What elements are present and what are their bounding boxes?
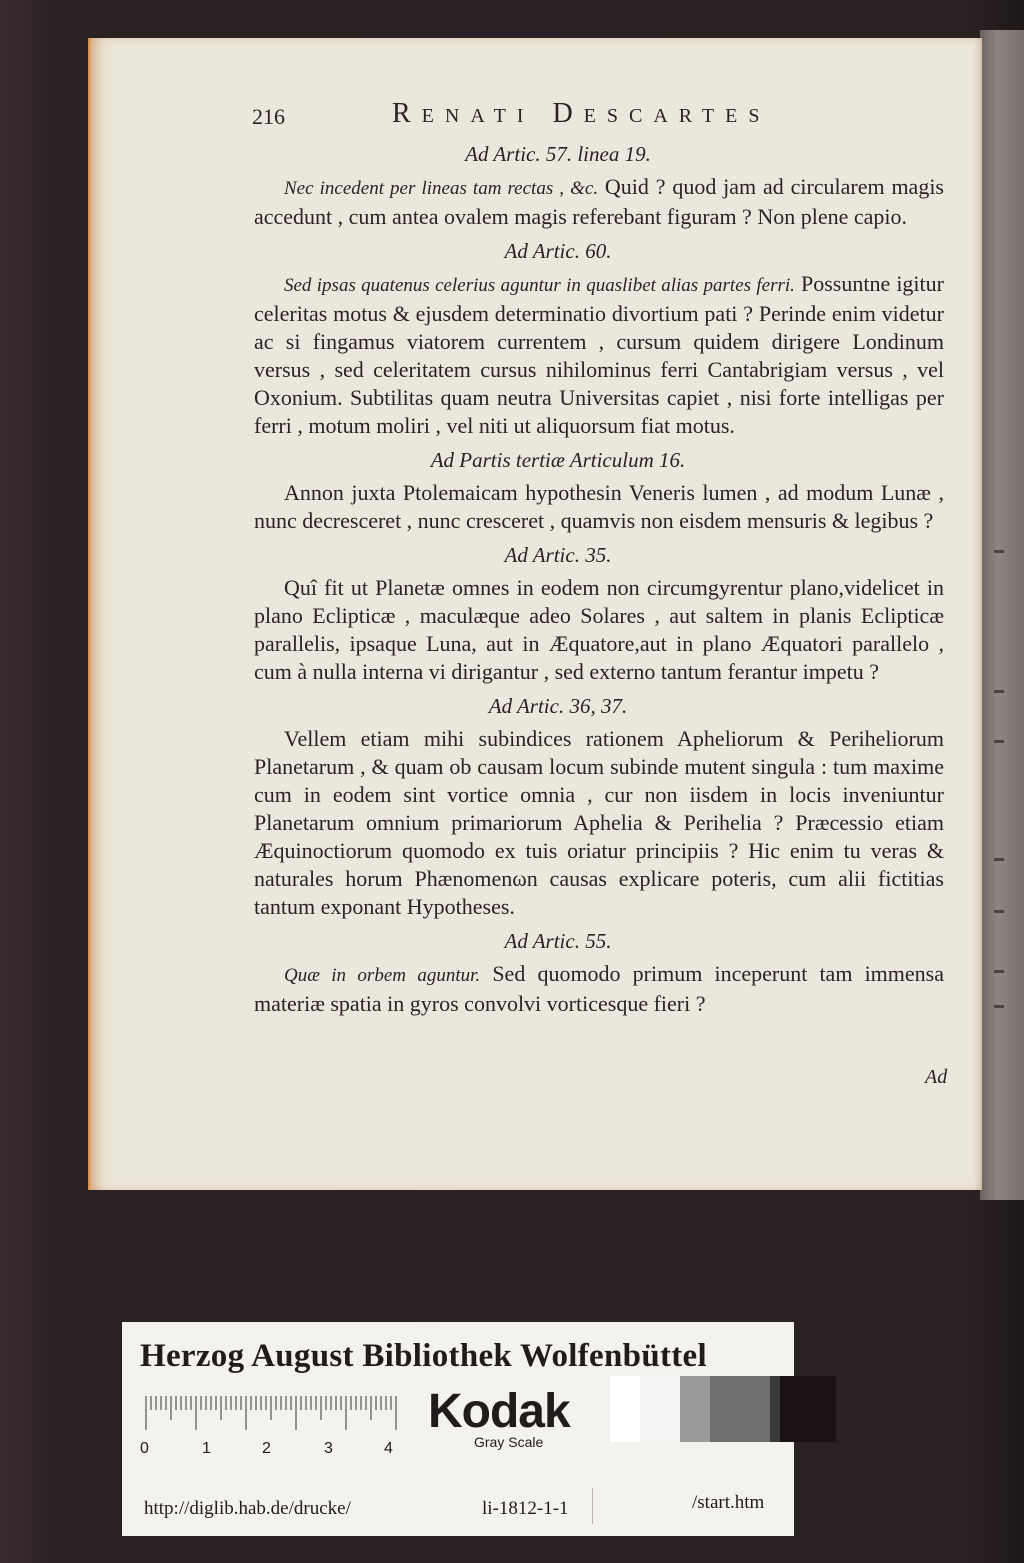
gray-swatch xyxy=(780,1376,836,1442)
catchword: Ad xyxy=(925,1066,948,1088)
gray-scale-label: Gray Scale xyxy=(474,1434,544,1450)
page-number: 216 xyxy=(252,104,285,129)
section-paragraph xyxy=(254,725,944,921)
gray-swatch xyxy=(710,1376,770,1442)
ruler-number: 2 xyxy=(262,1440,271,1457)
gray-swatch xyxy=(610,1376,640,1442)
ruler-number: 1 xyxy=(202,1440,211,1457)
section-paragraph xyxy=(254,173,944,231)
ruler-number: 4 xyxy=(384,1440,393,1457)
ruler xyxy=(142,1394,402,1434)
lemma-quote: Quæ in orbem aguntur. xyxy=(284,965,481,986)
section-paragraph xyxy=(254,960,944,1018)
gray-swatch xyxy=(770,1376,780,1442)
section-heading: Ad Artic. 55. xyxy=(504,929,612,953)
library-name: Herzog August Bibliothek Wolfenbüttel xyxy=(140,1338,707,1374)
ruler-number: 3 xyxy=(324,1440,333,1457)
gray-swatch xyxy=(680,1376,710,1442)
stamp-url-right: /start.htm xyxy=(692,1492,765,1513)
section-heading: Ad Artic. 57. linea 19. xyxy=(465,142,651,166)
section-heading: Ad Partis tertiæ Articulum 16. xyxy=(430,448,686,472)
lemma-quote: Nec incedent per lineas tam rectas , &c. xyxy=(284,178,599,199)
lemma-quote: Sed ipsas quatenus celerius aguntur in quaslibet alias partes ferri. xyxy=(284,275,795,296)
section-heading: Ad Artic. 36, 37. xyxy=(488,694,628,718)
page-text xyxy=(168,94,948,1024)
library-stamp xyxy=(122,1322,794,1536)
kodak-logo: Kodak xyxy=(428,1385,570,1438)
gray-swatch xyxy=(640,1376,680,1442)
paragraph-text: Vellem etiam mihi subindices rationem Apheliorum & Periheliorum Planetarum , & quam ob causam locum subinde mutent singula : tum maxime cum in eodem sint vortice omnia , cur non iisdem in locis inveniuntur Planetarum omnium primariorum Aphelia & Perihelia ? Præcessio etiam Æquinoctiorum quomodo ex tuis oriatur principiis ? Hic enim tu veras & naturales horum Phænomenωn causas explicare poteris, cum alii fictitias tantum exponant Hypotheses. xyxy=(254,726,944,919)
paragraph-text: Possuntne igitur celeritas motus & ejusdem determinatio divortium pati ? Perinde enim videtur ac si fingamus viatorem currentem , cursum quidem dirigere Londinum versus , sed celeritatem cursus nihilominus ferri Cantabrigiam versus , vel Oxonium. Subtilitas quam neutra Universitas capiet , nisi forte intelligas per ferri , motum moliri , vel niti ut aliquorsum fiat motus. xyxy=(254,271,944,438)
running-head xyxy=(168,94,948,134)
section-paragraph xyxy=(254,270,944,440)
ruler-number: 0 xyxy=(140,1440,149,1457)
section-heading: Ad Artic. 35. xyxy=(504,543,612,567)
gray-scale-swatches xyxy=(610,1376,836,1442)
paragraph-text: Quid ? quod jam ad circularem magis accedunt , cum antea ovalem magis referebant figuram ? Non plene capio. xyxy=(254,174,944,229)
sections-container xyxy=(168,142,948,1018)
section-paragraph xyxy=(254,574,944,686)
stamp-shelfmark: li-1812-1-1 xyxy=(482,1498,569,1519)
next-page-edge xyxy=(980,30,1024,1200)
paragraph-text: Sed quomodo primum inceperunt tam immensa materiæ spatia in gyros convolvi vorticesque fieri ? xyxy=(254,961,944,1016)
paragraph-text: Annon juxta Ptolemaicam hypothesin Veneris lumen , ad modum Lunæ , nunc decresceret , nunc cresceret , quamvis non eisdem mensuris & legibus ? xyxy=(254,480,944,533)
section-paragraph xyxy=(254,479,944,535)
paragraph-text: Quî fit ut Planetæ omnes in eodem non circumgyrentur plano,videlicet in plano Eclipticæ , maculæque adeo Solares , aut saltem in planis Eclipticæ parallelis, ipsaque Luna, aut in Æquatore,aut in plano Æquatori parallelo , cum à nulla interna vi dirigantur , sed externo tantum ferantur impetu ? xyxy=(254,575,944,684)
stamp-url-left: http://diglib.hab.de/drucke/ xyxy=(144,1498,351,1519)
running-head-title: Renati Descartes xyxy=(392,98,771,129)
section-heading: Ad Artic. 60. xyxy=(504,239,612,263)
